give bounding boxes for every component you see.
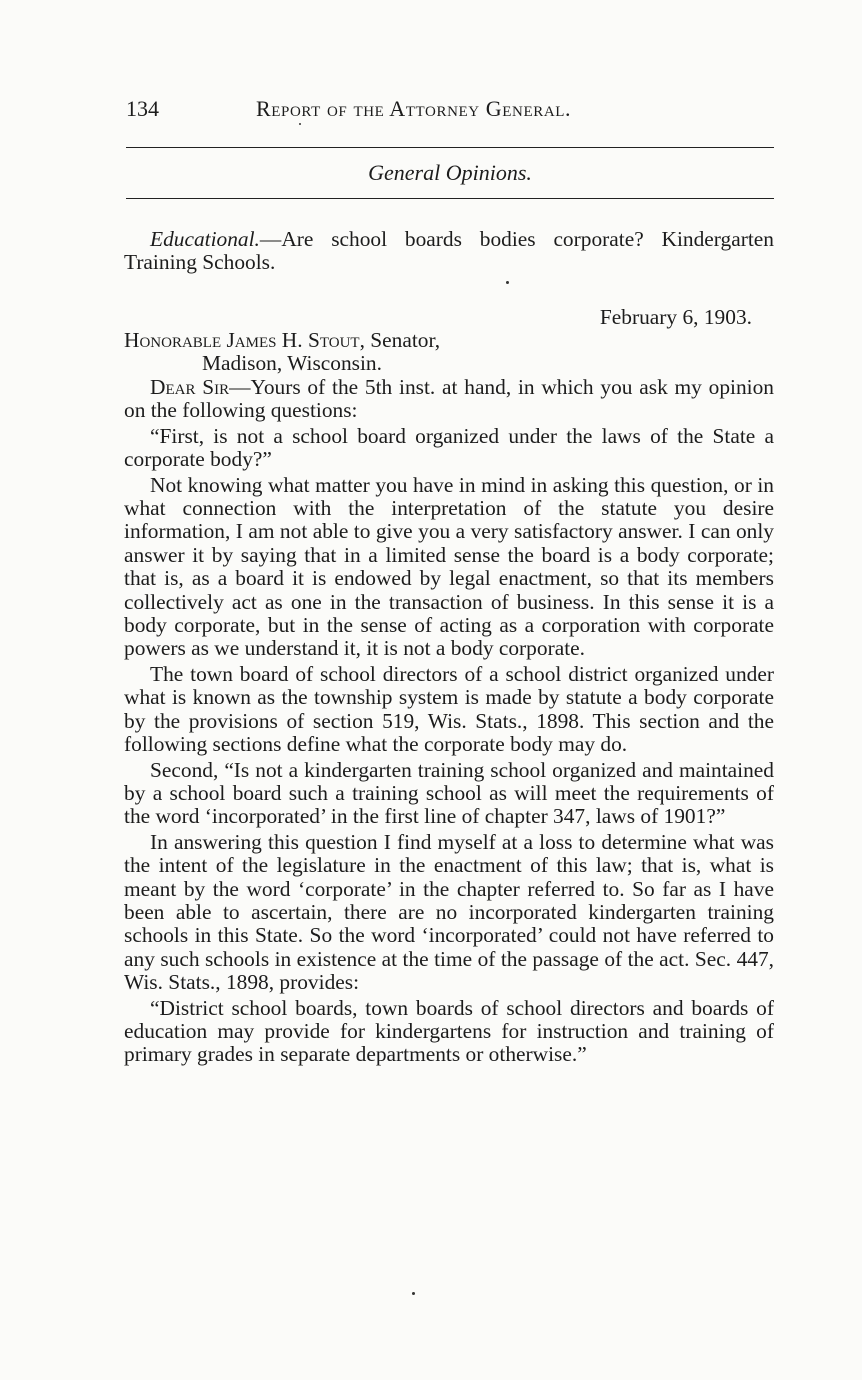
header-rule-top [126,147,774,148]
paragraph-township: The town board of school directors of a school district organized under what is known as the township system is made by statute a body corporate by the provisions of section 519, Wis. Stats., 1898. This section and the following sections define what the corporate body may do. [124,661,774,757]
addressee-location: Madison, Wisconsin. [202,351,382,376]
section-heading: General Opinions. [368,160,532,185]
running-head: Report of the Attorney General. [256,96,572,121]
topic-text: —Are school boards bodies corporate? Kindergarten Training Schools. [124,227,774,275]
ink-speck [412,1292,415,1295]
page-header [126,96,776,130]
addressee-title: , Senator, [359,328,441,352]
addressee-name: Honorable James H. Stout [124,328,360,352]
letter-body [124,376,774,1067]
letter-date: February 6, 1903. [599,305,752,329]
ink-speck [299,123,301,125]
paragraph-question-2: Second, “Is not a kindergarten training school organized and maintained by a school board such a training school as will meet the requirements of the word ‘incorporated’ in the first line of chapter 347, laws of 1901?” [124,757,774,829]
paragraph-question-1: “First, is not a school board organized under the laws of the State a corporate body?” [124,423,774,472]
header-rule-bottom [126,198,774,199]
topic-label: Educational. [150,227,260,251]
paragraph-answer-2: In answering this question I find myself at a loss to determine what was the intent of the legislature in the enactment of this law; that is, what is meant by the word ‘corporate’ in the chapter referred to. So far as I have been able to ascertain, there are no incorporated kindergarten training schools in this State. So the word ‘incorporated’ could not have referred to any such schools in existence at the time of the passage of the act. Sec. 447, Wis. Stats., 1898, provides: [124,829,774,995]
paragraph-answer-1: Not knowing what matter you have in mind in asking this question, or in what connection with the interpretation of the statute you desire information, I am not able to give you a very satisfactory answer. I can only answer it by saying that in a limited sense the board is a body corporate; that is, as a board it is endowed by legal enactment, so that its members collectively act as one in the transaction of business. In this sense it is a body corporate, but in the sense of acting as a corporation with corporate powers as we understand it, it is not a body corporate. [124,472,774,661]
salutation: Dear Sir [150,375,230,399]
ink-speck [506,281,509,284]
paragraph-salutation [124,376,774,423]
salutation-text: —Yours of the 5th inst. at hand, in which you ask my opinion on the following questions: [124,375,774,423]
page-number: 134 [126,96,159,121]
addressee-block [124,329,440,376]
opinion-topic [124,228,774,275]
paragraph-statute-quote: “District school boards, town boards of school directors and boards of education may provide for kindergartens for instruction and training of primary grades in separate departments or otherwise.” [124,995,774,1067]
